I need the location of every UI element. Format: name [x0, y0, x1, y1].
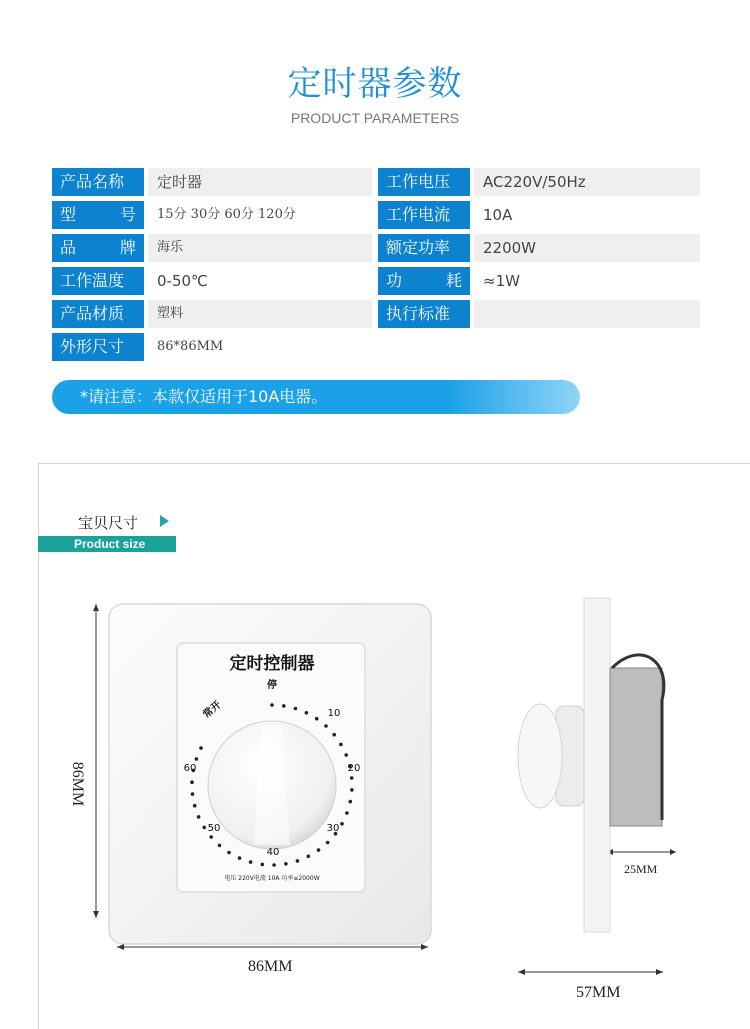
device-label: 定时控制器	[229, 654, 315, 674]
dial-number: 40	[266, 847, 280, 858]
param-value: 86*86MM	[157, 339, 224, 354]
size-section-subtitle: Product size	[38, 536, 176, 552]
param-value: 定时器	[148, 168, 372, 196]
dial-number: 60	[183, 763, 197, 774]
param-value: 15分 30分 60分 120分	[157, 207, 296, 222]
dial-number: 30	[326, 823, 340, 834]
param-value: AC220V/50Hz	[474, 168, 700, 196]
param-label: 外形尺寸	[52, 333, 144, 361]
size-section-title: 宝贝尺寸	[78, 514, 139, 532]
page-title: 定时器参数	[287, 64, 463, 104]
width-dimension: 86MM	[248, 958, 293, 975]
param-value: ≈1W	[483, 272, 520, 290]
param-label: 产品名称	[52, 168, 144, 196]
dial-on-label: 常开	[201, 699, 224, 721]
depth-small-dimension: 25MM	[624, 862, 658, 876]
dial-number: 20	[347, 763, 361, 774]
param-value: 0-50℃	[157, 272, 208, 290]
depth-total-dimension: 57MM	[576, 984, 621, 1001]
param-label: 品 牌	[52, 234, 144, 262]
notice-banner: *请注意：本款仅适用于10A电器。	[52, 380, 580, 414]
param-label: 功 耗	[378, 267, 470, 295]
param-value: 10A	[483, 206, 513, 224]
param-label: 型 号	[52, 201, 144, 229]
param-value: 2200W	[474, 234, 700, 262]
param-value: 塑料	[148, 300, 372, 328]
param-value: 海乐	[148, 234, 372, 262]
page-subtitle: PRODUCT PARAMETERS	[290, 110, 460, 126]
param-label: 额定功率	[378, 234, 470, 262]
param-label: 工作电流	[378, 201, 470, 229]
dial-number: 50	[207, 823, 221, 834]
dial-stop-label: 停	[267, 680, 277, 691]
device-spec: 电压 220V电流 10A 功率≤2000W	[224, 875, 320, 882]
param-label: 产品材质	[52, 300, 144, 328]
param-label: 执行标准	[378, 300, 470, 328]
param-label: 工作电压	[378, 168, 470, 196]
height-dimension: 86MM	[69, 761, 87, 807]
dial-number: 10	[327, 708, 341, 719]
param-label: 工作温度	[52, 267, 144, 295]
